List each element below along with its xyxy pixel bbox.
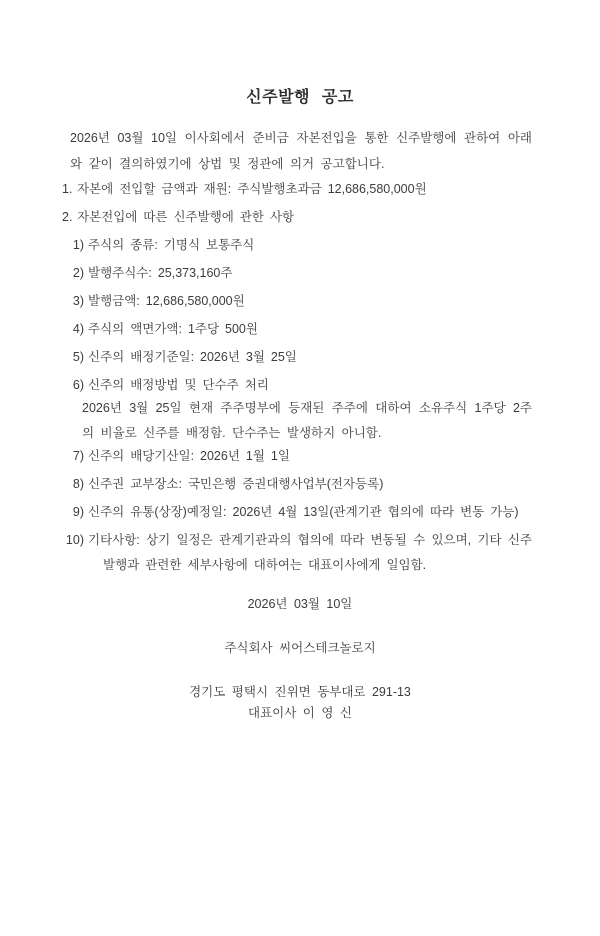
sub-list-item-2 xyxy=(60,261,532,286)
item-text: 자본에 전입할 금액과 재원: 주식발행초과금 12,686,580,000원 xyxy=(77,182,427,196)
sub-list-item-5 xyxy=(60,345,532,370)
sub-item-text: 발행주식수: 25,373,160주 xyxy=(88,266,233,280)
sub-item-text: 신주의 배정방법 및 단수주 처리 xyxy=(88,378,269,392)
sub-list-item-6 xyxy=(60,373,532,398)
sub-item-number: 8) xyxy=(72,477,84,491)
document-page xyxy=(0,88,600,936)
sub-item-number: 5) xyxy=(72,350,84,364)
sub-list-item-8 xyxy=(60,472,532,497)
document-footer xyxy=(0,592,600,726)
sub-item-text: 주식의 액면가액: 1주당 500원 xyxy=(88,322,258,336)
sub-list xyxy=(0,233,600,578)
company-name: 주식회사 씨어스테크놀로지 xyxy=(224,641,376,655)
sub-item-number: 3) xyxy=(72,294,84,308)
sub-item-6-detail: 2026년 3월 25일 현재 주주명부에 등재된 주주에 대하여 소유주식 1주당 2주의 비율로 신주를 배정함. 단수주는 발생하지 아니함. xyxy=(82,401,532,440)
sub-item-text: 발행금액: 12,686,580,000원 xyxy=(88,294,245,308)
intro-paragraph: 2026년 03월 10일 이사회에서 준비금 자본전입을 통한 신주발행에 관하여 아래와 같이 결의하였기에 상법 및 정관에 의거 공고합니다. xyxy=(70,131,532,171)
item-text: 자본전입에 따른 신주발행에 관한 사항 xyxy=(77,210,295,224)
sub-item-number: 1) xyxy=(72,238,84,252)
sub-list-item-3 xyxy=(60,289,532,314)
sub-list-item-1 xyxy=(60,233,532,258)
list-item-1 xyxy=(62,177,532,202)
sub-item-text: 신주권 교부장소: 국민은행 증권대행사업부(전자등록) xyxy=(88,477,384,491)
sub-list-item-9 xyxy=(60,500,532,525)
sub-item-number: 10) xyxy=(65,533,84,547)
sub-item-text: 신주의 배정기준일: 2026년 3월 25일 xyxy=(88,350,297,364)
sub-item-number: 2) xyxy=(72,266,84,280)
sub-item-number: 7) xyxy=(72,449,84,463)
sub-item-number: 4) xyxy=(72,322,84,336)
sub-list-item-7 xyxy=(60,444,532,469)
document-title: 신주발행 공고 xyxy=(246,89,354,106)
sub-item-text: 주식의 종류: 기명식 보통주식 xyxy=(88,238,255,252)
item-number: 1. xyxy=(62,182,73,196)
item-number: 2. xyxy=(62,210,73,224)
company-address: 경기도 평택시 진위면 동부대로 291-13 xyxy=(189,685,411,699)
announcement-date: 2026년 03월 10일 xyxy=(247,597,353,611)
sub-item-text: 신주의 배당기산일: 2026년 1월 1일 xyxy=(88,449,290,463)
sub-item-text: 기타사항: 상기 일정은 관계기관과의 협의에 따라 변동될 수 있으며, 기타 신주 발행과 관련한 세부사항에 대하여는 대표이사에게 일임함. xyxy=(88,533,532,572)
ceo-name: 대표이사 이 영 신 xyxy=(248,706,352,720)
sub-item-number: 9) xyxy=(72,505,84,519)
sub-item-number: 6) xyxy=(72,378,84,392)
sub-item-text: 신주의 유통(상장)예정일: 2026년 4월 13일(관계기관 협의에 따라 변동 가능) xyxy=(88,505,519,519)
sub-list-item-10 xyxy=(60,528,532,578)
list-item-2 xyxy=(62,205,532,230)
sub-list-item-4 xyxy=(60,317,532,342)
